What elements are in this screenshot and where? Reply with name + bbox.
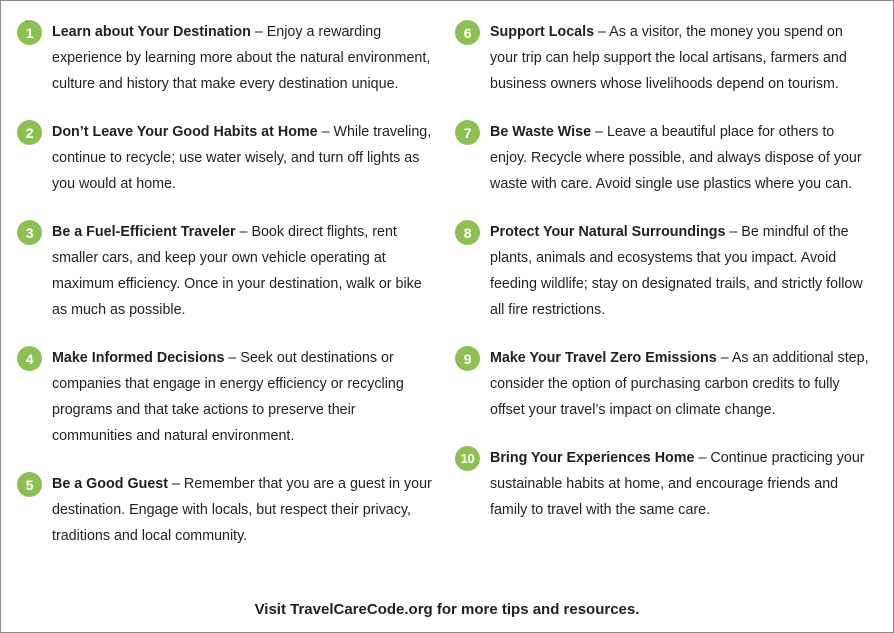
tip-number-badge-3: 3 xyxy=(17,220,42,245)
tip-body-4: – Seek out destinations or companies that engage in energy efficiency or recycling programs and that take actions to preserve their communities and natural environment. xyxy=(52,350,404,445)
tip-item-2 xyxy=(17,119,433,197)
tip-text-7 xyxy=(490,119,871,197)
tip-number-badge-8: 8 xyxy=(455,220,480,245)
tip-text-8 xyxy=(490,219,871,323)
tip-item-3 xyxy=(17,219,433,323)
tip-item-1 xyxy=(17,19,433,97)
tip-body-5: – Remember that you are a guest in your destination. Engage with locals, but respect their privacy, traditions and local community. xyxy=(52,476,432,545)
tip-title-4: Make Informed Decisions xyxy=(52,350,225,367)
tip-body-9: – As an additional step, consider the option of purchasing carbon credits to fully offset your travel’s impact on climate change. xyxy=(490,350,869,419)
tip-body-3: – Book direct flights, rent smaller cars, and keep your own vehicle operating at maximum efficiency. Once in your destination, walk or bike as much as possible. xyxy=(52,224,422,319)
tip-title-3: Be a Fuel-Efficient Traveler xyxy=(52,224,236,241)
tip-title-5: Be a Good Guest xyxy=(52,476,168,493)
tip-text-9 xyxy=(490,345,871,423)
tip-number-badge-4: 4 xyxy=(17,346,42,371)
tip-title-2: Don’t Leave Your Good Habits at Home xyxy=(52,124,318,141)
tip-text-4 xyxy=(52,345,433,449)
tip-body-7: – Leave a beautiful place for others to enjoy. Recycle where possible, and always dispose of your waste with care. Avoid single use plastics where you can. xyxy=(490,124,862,193)
left-column xyxy=(17,19,433,549)
tip-body-1: – Enjoy a rewarding experience by learning more about the natural environment, culture and history that make every destination unique. xyxy=(52,24,431,93)
tip-item-5 xyxy=(17,471,433,549)
tip-title-7: Be Waste Wise xyxy=(490,124,592,141)
tips-columns xyxy=(17,19,877,549)
tip-title-9: Make Your Travel Zero Emissions xyxy=(490,350,717,367)
tip-item-4 xyxy=(17,345,433,449)
tip-text-10 xyxy=(490,445,871,523)
tip-number-badge-9: 9 xyxy=(455,346,480,371)
tip-title-1: Learn about Your Destination xyxy=(52,24,251,40)
tip-number-badge-1: 1 xyxy=(17,20,42,45)
tip-item-7 xyxy=(455,119,871,197)
tip-text-3 xyxy=(52,219,433,323)
tip-title-10: Bring Your Experiences Home xyxy=(490,450,695,467)
tip-item-6 xyxy=(455,19,871,97)
tip-text-2 xyxy=(52,119,433,197)
tip-text-5 xyxy=(52,471,433,549)
tip-number-badge-5: 5 xyxy=(17,472,42,497)
tip-text-6 xyxy=(490,19,871,97)
tip-number-badge-2: 2 xyxy=(17,120,42,145)
tip-text-1 xyxy=(52,19,433,97)
right-column xyxy=(455,19,871,523)
tip-item-10 xyxy=(455,445,871,523)
tip-body-6: – As a visitor, the money you spend on your trip can help support the local artisans, farmers and business owners whose livelihoods depend on tourism. xyxy=(490,24,847,93)
tip-item-8 xyxy=(455,219,871,323)
tip-title-8: Protect Your Natural Surroundings xyxy=(490,224,726,241)
tip-body-10: – Continue practicing your sustainable habits at home, and encourage friends and family to travel with the same care. xyxy=(490,450,865,519)
tip-number-badge-6: 6 xyxy=(455,20,480,45)
tip-body-8: – Be mindful of the plants, animals and ecosystems that you impact. Avoid feeding wildlife; stay on designated trails, and strictly follow all fire restrictions. xyxy=(490,224,863,319)
tip-number-badge-7: 7 xyxy=(455,120,480,145)
footer-call-to-action: Visit TravelCareCode.org for more tips and resources. xyxy=(254,601,640,618)
tip-title-6: Support Locals xyxy=(490,24,595,40)
stray-mark: . xyxy=(25,14,28,25)
tip-body-2: – While traveling, continue to recycle; use water wisely, and turn off lights as you would at home. xyxy=(52,124,432,193)
tip-number-badge-10: 10 xyxy=(455,446,480,471)
tip-item-9 xyxy=(455,345,871,423)
